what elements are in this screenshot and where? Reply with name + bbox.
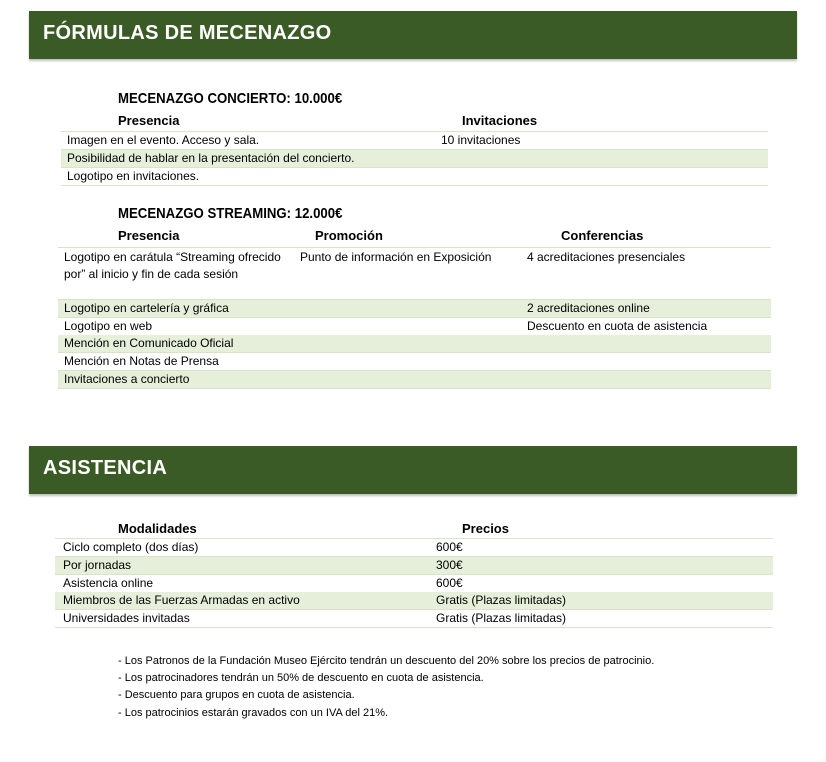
mecenazgo-banner — [29, 11, 797, 59]
table-cell: Punto de información en Exposición — [300, 250, 492, 264]
streaming-header-conferencias: Conferencias — [561, 228, 644, 243]
table-row — [58, 300, 771, 318]
table-cell: Asistencia online — [63, 576, 154, 590]
table-row — [55, 575, 773, 593]
asistencia-heading: ASISTENCIA — [43, 457, 168, 479]
table-row — [58, 335, 771, 353]
table-row — [61, 168, 768, 186]
table-cell: Descuento en cuota de asistencia — [527, 319, 708, 333]
table-row — [61, 150, 768, 168]
note-item: - Descuento para grupos en cuota de asistencia. — [118, 689, 355, 701]
table-cell: Por jornadas — [63, 558, 132, 572]
table-row — [58, 353, 771, 371]
asistencia-banner — [29, 446, 797, 494]
table-cell: 600€ — [436, 540, 463, 554]
table-cell: Logotipo en invitaciones. — [67, 169, 200, 183]
table-cell: 2 acreditaciones online — [527, 301, 650, 315]
table-cell: Invitaciones a concierto — [64, 372, 190, 386]
table-row — [55, 610, 773, 628]
table-cell: Posibilidad de hablar en la presentación del concierto. — [67, 151, 355, 165]
streaming-header-presencia: Presencia — [118, 228, 180, 243]
table-cell: 300€ — [436, 558, 463, 572]
streaming-header-promocion: Promoción — [315, 228, 383, 243]
table-cell: Universidades invitadas — [63, 611, 190, 625]
table-cell: 600€ — [436, 576, 463, 590]
table-cell: Logotipo en cartelería y gráfica — [64, 301, 229, 315]
note-item: - Los patrocinadores tendrán un 50% de descuento en cuota de asistencia. — [118, 672, 484, 684]
table-cell: Gratis (Plazas limitadas) — [436, 593, 567, 607]
streaming-title: MECENAZGO STREAMING: 12.000€ — [118, 205, 343, 222]
table-row — [58, 371, 771, 389]
table-cell: 4 acreditaciones presenciales — [527, 250, 686, 264]
concierto-title: MECENAZGO CONCIERTO: 10.000€ — [118, 90, 343, 107]
table-cell: 10 invitaciones — [441, 133, 521, 147]
table-cell: Gratis (Plazas limitadas) — [436, 611, 567, 625]
table-cell: Logotipo en web — [64, 319, 153, 333]
table-row — [61, 132, 768, 150]
table-cell: Ciclo completo (dos días) — [63, 540, 199, 554]
table-cell: Imagen en el evento. Acceso y sala. — [67, 133, 260, 147]
table-cell: Logotipo en carátula “Streaming ofrecido por” al inicio y fin de cada sesión — [64, 250, 281, 281]
table-cell: Mención en Notas de Prensa — [64, 354, 219, 368]
table-cell: Miembros de las Fuerzas Armadas en activo — [63, 593, 300, 607]
note-item: - Los patrocinios estarán gravados con un IVA del 21%. — [118, 707, 389, 719]
table-row — [58, 318, 771, 336]
asistencia-header-precios: Precios — [462, 521, 509, 536]
concierto-header-invitaciones: Invitaciones — [462, 113, 538, 128]
table-row — [55, 557, 773, 575]
table-row — [55, 539, 773, 557]
concierto-header-presencia: Presencia — [118, 113, 180, 128]
asistencia-header-modalidades: Modalidades — [118, 521, 197, 536]
mecenazgo-heading: FÓRMULAS DE MECENAZGO — [43, 22, 332, 44]
table-row — [55, 592, 773, 610]
table-cell: Mención en Comunicado Oficial — [64, 336, 234, 350]
table-row — [58, 248, 771, 300]
note-item: - Los Patronos de la Fundación Museo Ejército tendrán un descuento del 20% sobre los precios de patrocinio. — [118, 655, 655, 667]
